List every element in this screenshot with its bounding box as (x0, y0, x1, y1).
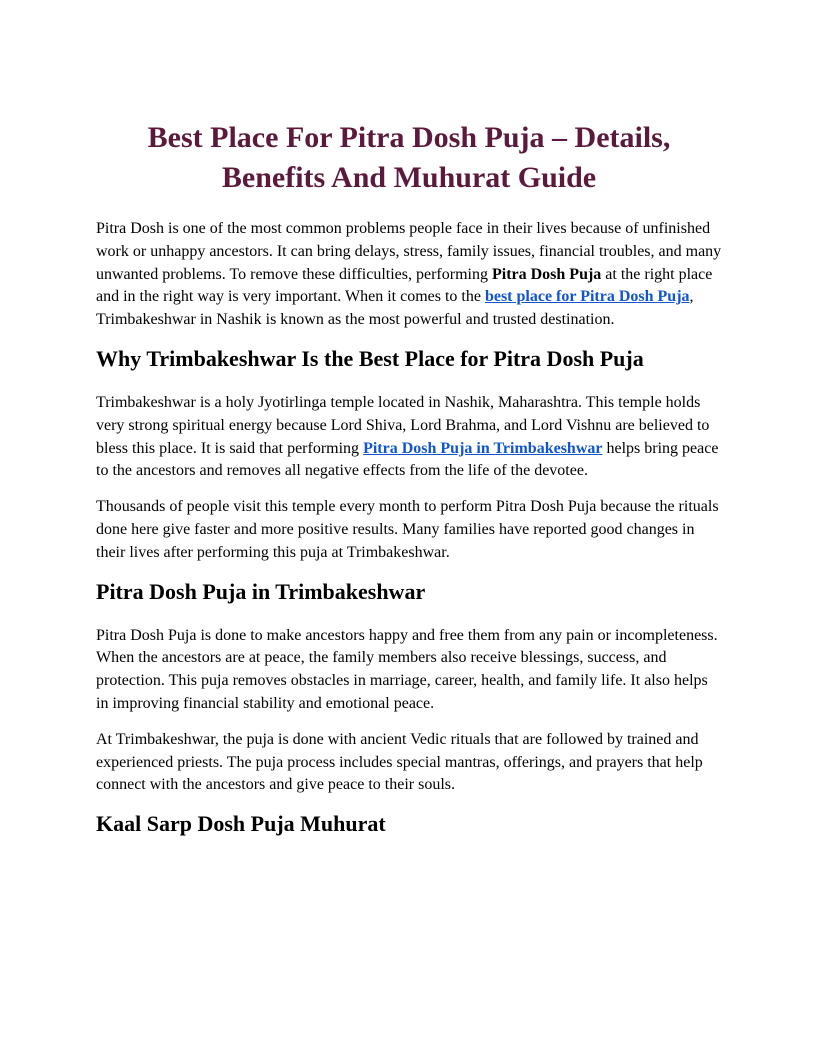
pitra-dosh-trimbakeshwar-link[interactable]: Pitra Dosh Puja in Trimbakeshwar (363, 439, 603, 457)
intro-paragraph (96, 218, 722, 332)
section-heading-why-trimbakeshwar: Why Trimbakeshwar Is the Best Place for Pitra Dosh Puja (96, 345, 644, 371)
section-heading-muhurat: Kaal Sarp Dosh Puja Muhurat (96, 811, 386, 837)
puja-paragraph-1: Pitra Dosh Puja is done to make ancestors happy and free them from any pain or incompleteness. When the ancestors are at peace, the family members also receive blessings, success, and protection. This puja removes obstacles in marriage, career, health, and family life. It also helps in improving financial stability and emotional peace. (96, 626, 718, 712)
intro-bold-term: Pitra Dosh Puja (491, 265, 602, 283)
page-title: Best Place For Pitra Dosh Puja – Details, Benefits And Muhurat Guide (147, 121, 671, 194)
why-text-1: Trimbakeshwar is a holy Jyotirlinga temple located in Nashik, Maharashtra. This temple holds very strong spiritual energy because Lord Shiva, Lord Brahma, and Lord Vishnu are believed to bless this place. It is said that performing (96, 393, 710, 457)
best-place-link[interactable]: best place for Pitra Dosh Puja (484, 288, 690, 306)
document-page (96, 118, 722, 857)
section-heading-puja-in-trimbakeshwar: Pitra Dosh Puja in Trimbakeshwar (96, 578, 426, 604)
intro-text-1: Pitra Dosh is one of the most common problems people face in their lives because of unfinished work or unhappy ancestors. It can bring delays, stress, family issues, financial troubles, and many unwanted problems. To remove these difficulties, performing (96, 220, 722, 283)
why-paragraph-2: Thousands of people visit this temple every month to perform Pitra Dosh Puja because the rituals done here give faster and more positive results. Many families have reported good changes in their lives after performing this puja at Trimbakeshwar. (96, 498, 719, 561)
intro-text-3: , Trimbakeshwar in Nashik is known as the most powerful and trusted destination. (96, 288, 694, 329)
intro-text-2: at the right place and in the right way is very important. When it comes to the (96, 265, 713, 306)
why-text-2: helps bring peace to the ancestors and removes all negative effects from the life of the devotee. (96, 439, 719, 480)
puja-paragraph-2: At Trimbakeshwar, the puja is done with ancient Vedic rituals that are followed by trained and experienced priests. The puja process includes special mantras, offerings, and prayers that help connect with the ancestors and give peace to their souls. (96, 730, 703, 794)
why-paragraph-1 (96, 392, 722, 483)
